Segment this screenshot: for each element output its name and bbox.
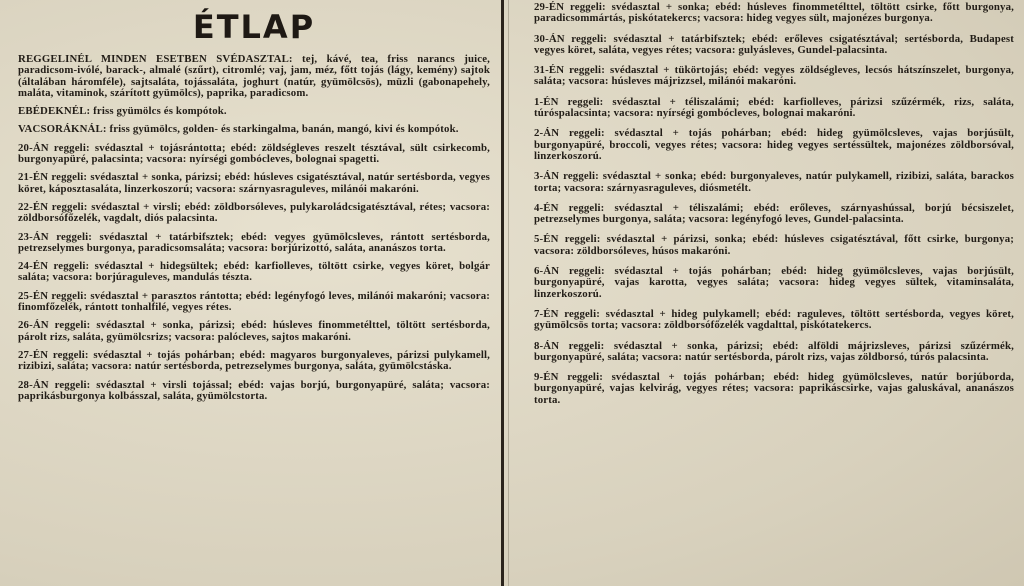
day-menu-text: svédasztal + parasztos rántotta; ebéd: legényfogó leves, milánói makaróni; vacsora: finomfőzelék, rántott tonhalfilé, vegyes rétes. — [18, 289, 490, 314]
menu-day-entry — [534, 2, 1014, 25]
day-label: 21-ÉN reggeli: — [18, 171, 88, 184]
day-label: 3-ÁN reggeli: — [534, 170, 599, 183]
menu-day-entry — [18, 172, 490, 195]
menu-day-entry — [18, 380, 490, 403]
day-label: 23-ÁN reggeli: — [18, 230, 93, 243]
day-label: 7-ÉN reggeli: — [534, 307, 600, 320]
menu-day-entry — [18, 143, 490, 166]
day-label: 25-ÉN reggeli: — [18, 289, 88, 302]
day-menu-text: svédasztal + tojásrántotta; ebéd: zöldségleves reszelt tésztával, sült csirkecomb, burgonyapüré, palacsinta; vacsora: nyírségi gombócleves, bolognai spagetti. — [18, 141, 490, 166]
menu-day-entry — [18, 261, 490, 284]
menu-day-entry — [534, 34, 1014, 57]
day-label: 20-ÁN reggeli: — [18, 141, 90, 154]
day-label: 29-ÉN reggeli: — [534, 1, 606, 13]
menu-day-entry — [534, 97, 1014, 120]
menu-day-entry — [534, 372, 1014, 406]
day-label: 9-ÉN reggeli: — [534, 371, 603, 384]
menu-day-entry — [534, 341, 1014, 364]
paragraph-text: friss gyümölcs, golden- és starkingalma, banán, mangó, kivi és kompótok. — [106, 123, 459, 136]
day-label: 26-ÁN reggeli: — [18, 319, 91, 332]
paragraph-lead: REGGELINÉL MINDEN ESETBEN SVÉDASZTAL: — [18, 53, 293, 65]
menu-paragraph — [18, 54, 490, 99]
paragraph-lead: EBÉDEKNÉL: — [18, 105, 91, 118]
day-label: 22-ÉN reggeli: — [18, 200, 88, 213]
day-menu-text: svédasztal + párizsi, sonka; ebéd: húsleves csigatésztával, főtt csirke, burgonya; vacsora: zöldborsóleves, húsos makaróni. — [534, 233, 1015, 257]
day-label: 4-ÉN reggeli: — [534, 201, 605, 214]
day-label: 31-ÉN reggeli: — [534, 64, 605, 77]
day-menu-text: svédasztal + hideg pulykamell; ebéd: raguleves, töltött sertésborda, vegyes köret, gyümölcsös torta; vacsora: zöldborsófőzelék vagdalttal, piskótatekercs. — [534, 307, 1014, 332]
menu-day-entry — [534, 234, 1014, 257]
day-label: 24-ÉN reggeli: — [18, 260, 90, 273]
day-menu-text: svédasztal + tojás pohárban; ebéd: hideg gyümölcsleves, vajas borjúsült, burgonyapüré, vajas karotta, vegyes saláta; vacsora: hideg vegyes sültek, vitaminsaláta, linzerkoszorú. — [534, 265, 1015, 300]
menu-day-entry — [18, 350, 490, 373]
day-menu-text: svédasztal + sonka; ebéd: burgonyaleves, natúr pulykamell, rizibizi, saláta, barackos torta; vacsora: szárnyasraguleves, diósmetélt. — [534, 170, 1015, 194]
menu-day-entry — [534, 266, 1014, 300]
right-column — [514, 0, 1024, 586]
day-label: 1-ÉN reggeli: — [534, 95, 604, 108]
menu-day-entry — [18, 202, 490, 225]
menu-day-entry — [534, 128, 1014, 162]
menu-day-entry — [18, 232, 490, 255]
day-menu-text: svédasztal + tojás pohárban; ebéd: magyaros burgonyaleves, párizsi pulykamell, rizibizi, saláta; vacsora: natúr sertésborda, petrezselymes burgonya, saláta, gyümölcstáska. — [18, 348, 490, 373]
day-label: 2-ÁN reggeli: — [534, 127, 605, 140]
day-menu-text: svédasztal + sonka; ebéd: húsleves finommetélttel, töltött csirke, főtt burgonya, paradicsommártás, piskótatekercs; vacsora: hideg vegyes sült, majonézes burgonya. — [534, 1, 1015, 25]
day-menu-text: svédasztal + tatárbifsztek; ebéd: erőleves csigatésztával; sertésborda, Budapest vegyes köret, saláta, vegyes rétes; vacsora: gulyásleves, Gundel-palacsinta. — [534, 32, 1014, 56]
day-menu-text: svédasztal + hidegsültek; ebéd: karfiolleves, töltött csirke, vegyes köret, bolgár saláta; vacsora: borjúraguleves, mandulás tészta. — [18, 260, 490, 284]
column-rule — [501, 0, 504, 586]
day-menu-text: svédasztal + virsli; ebéd: zöldborsóleves, pulykaroládcsigatésztával, rétes; vacsora: zöldborsófőzelék, vagdalt, diós palacsinta. — [18, 200, 490, 225]
day-menu-text: svédasztal + tojás pohárban; ebéd: hideg gyümölcsleves, vajas borjúsült, burgonyapüré, broccoli, vegyes rétes; vacsora: hideg vegyes sertéssültek, majonézes zöldborsóval, linzerkoszorú. — [534, 127, 1015, 162]
menu-day-entry — [534, 309, 1014, 332]
day-menu-text: svédasztal + téliszalámi; ebéd: erőleves, szárnyashússal, borjú bécsiszelet, petrezselymes burgonya, saláta; vacsora: legényfogó leves, Gundel-palacsinta. — [534, 201, 1014, 226]
menu-day-entry — [18, 320, 490, 343]
day-menu-text: svédasztal + téliszalámi; ebéd: karfiolleves, párizsi szűzérmék, rizs, saláta, túróspalacsinta; vacsora: nyírségi gombócleves, bolognai makaróni. — [534, 95, 1014, 120]
day-label: 8-ÁN reggeli: — [534, 339, 605, 352]
menu-day-entry — [534, 65, 1014, 88]
day-menu-text: svédasztal + tükörtojás; ebéd: vegyes zöldségleves, lecsós hátszínszelet, burgonya, saláta; vacsora: húsleves májrizzsel, milánói makaróni. — [534, 64, 1015, 88]
paragraph-lead: VACSORÁKNÁL: — [18, 123, 107, 136]
menu-day-entry — [18, 291, 490, 314]
paragraph-text: tej, kávé, tea, friss narancs juice, paradicsom-ivólé, barack-, almalé (szűrt), citromlé; vaj, jam, méz, főtt tojás (lágy, kemény) sajtok (általában háromféle), sajtsaláta, tojássaláta, joghurt (natúr, gyümölcsös), müzli (gabonapehely, maláta, vitaminok, szárított gyümölcs), paprika, paradicsom. — [18, 53, 490, 99]
paragraph-text: friss gyümölcs és kompótok. — [90, 105, 227, 118]
day-menu-text: svédasztal + virsli tojással; ebéd: vajas borjú, burgonyapüré, saláta; vacsora: paprikásburgonya kolbásszal, saláta, gyümölcstorta. — [18, 378, 490, 402]
day-menu-text: svédasztal + sonka, párizsi; ebéd: húsleves csigatésztával, natúr sertésborda, vegyes köret, káposztasaláta, linzerkoszorú; vacsora: szárnyasraguleves, milánói makaróni. — [18, 171, 490, 195]
day-label: 28-ÁN reggeli: — [18, 378, 91, 391]
menu-paragraph — [18, 124, 490, 135]
day-menu-text: svédasztal + sonka, párizsi; ebéd: húsleves finommetélttel, töltött sertésborda, párolt rizs, saláta, gyümölcsrizs; vacsora: palócleves, sajtos makaróni. — [18, 319, 491, 343]
day-label: 6-ÁN reggeli: — [534, 265, 605, 278]
day-menu-text: svédasztal + tojás pohárban; ebéd: hideg gyümölcsleves, natúr borjúborda, burgonyapüré, vajas kelvirág, vegyes rétes; vacsora: paprikáscsirke, vajas galuskával, ananászos torta. — [534, 371, 1014, 406]
menu-day-entry — [534, 203, 1014, 226]
day-label: 30-ÁN reggeli: — [534, 32, 608, 45]
column-rule-shadow — [508, 0, 509, 586]
day-label: 27-ÉN reggeli: — [18, 348, 89, 361]
day-menu-text: svédasztal + sonka, párizsi; ebéd: alföldi májrizsleves, párizsi szűzérmék, burgonyapüré, saláta; vacsora: natúr sertésborda, párolt rizs, vajas zöldborsó, túrós palacsinta. — [534, 339, 1014, 363]
day-label: 5-ÉN reggeli: — [534, 233, 601, 246]
menu-day-entry — [534, 171, 1014, 194]
page-title: ÉTLAP — [192, 8, 316, 46]
left-column — [0, 0, 500, 586]
menu-paragraph — [18, 106, 490, 117]
day-menu-text: svédasztal + tatárbifsztek; ebéd: vegyes gyümölcsleves, rántott sertésborda, petrezselymes burgonya, paradicsomsaláta; vacsora: borjúrizottó, saláta, ananászos torta. — [18, 230, 490, 254]
